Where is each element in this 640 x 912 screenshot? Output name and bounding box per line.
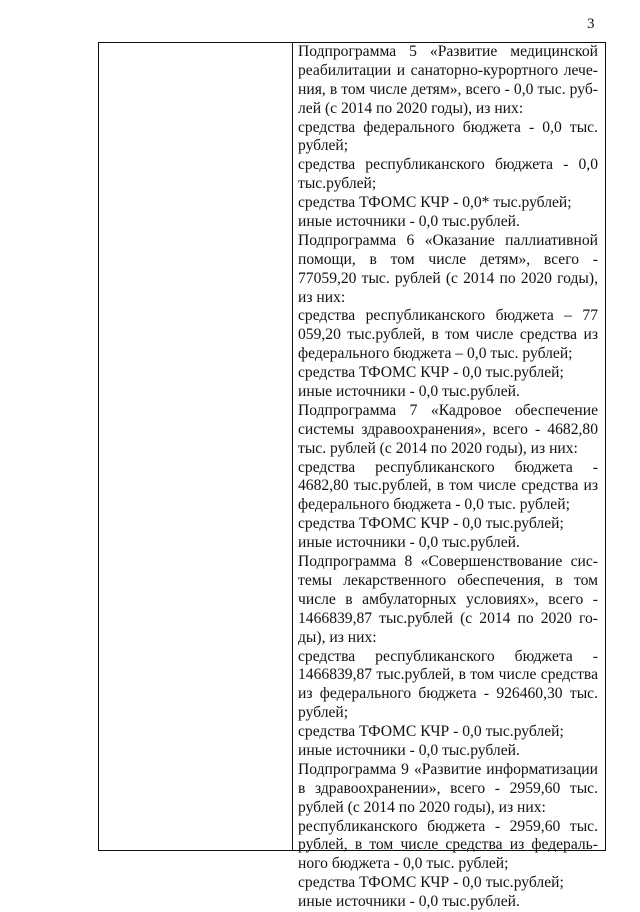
text-line: иные источники - 0,0 тыс.рублей. <box>298 383 520 401</box>
text-line: Подпрограмма 6 «Оказание паллиативной <box>298 231 598 249</box>
program-table <box>98 42 606 911</box>
text-line: рублей; <box>298 704 349 722</box>
text-line: 4682,80 тыс.рублей, в том числе средства из <box>298 477 598 495</box>
text-line: средства республиканского бюджета - <box>298 458 598 476</box>
text-line: средства ТФОМС КЧР - 0,0 тыс.рублей; <box>298 723 564 741</box>
text-line: 1466839,87 тыс.рублей, в том числе средства <box>298 666 598 684</box>
text-line: тыс. рублей (с 2014 по 2020 годы), из них: <box>298 439 578 457</box>
text-line: средства республиканского бюджета – 77 <box>298 307 598 325</box>
text-line: рублей; <box>298 137 349 155</box>
text-line: Подпрограмма 7 «Кадровое обеспечение <box>298 401 598 419</box>
text-line: иные источники - 0,0 тыс.рублей. <box>298 534 520 552</box>
text-line: ния, в том числе детям», всего - 0,0 тыс. руб- <box>298 80 598 98</box>
text-line: ды), из них: <box>298 628 377 646</box>
text-line: помощи, в том числе детям», всего - <box>298 250 598 268</box>
text-line: средства ТФОМС КЧР - 0,0 тыс.рублей; <box>298 515 564 533</box>
text-line: средства федерального бюджета - 0,0 тыс. <box>298 118 598 136</box>
text-line: Подпрограмма 8 «Совершенствование сис- <box>298 553 598 571</box>
text-line: Подпрограмма 9 «Развитие информатизации <box>298 760 598 778</box>
text-line: республиканского бюджета - 2959,60 тыс. <box>298 817 598 835</box>
column-divider <box>292 43 293 850</box>
text-line: рублей (с 2014 по 2020 годы), из них: <box>298 798 546 816</box>
text-line: средства ТФОМС КЧР - 0,0 тыс.рублей; <box>298 874 564 892</box>
text-line: средства республиканского бюджета - 0,0 <box>298 156 598 174</box>
text-line: рублей, в том числе средства из федераль- <box>298 836 598 854</box>
text-line: ного бюджета - 0,0 тыс. рублей; <box>298 855 509 873</box>
text-line: федерального бюджета - 0,0 тыс. рублей; <box>298 496 570 514</box>
text-line: числе в амбулаторных условиях», всего - <box>298 590 598 608</box>
text-line: средства ТФОМС КЧР - 0,0* тыс.рублей; <box>298 194 572 212</box>
table-cell-right <box>298 43 598 912</box>
text-line: из федерального бюджета - 926460,30 тыс. <box>298 685 598 703</box>
text-line: системы здравоохранения», всего - 4682,80 <box>298 420 598 438</box>
text-line: реабилитации и санаторно-курортного лече- <box>298 61 598 79</box>
text-line: иные источники - 0,0 тыс.рублей. <box>298 893 520 911</box>
text-line: Подпрограмма 5 «Развитие медицинской <box>298 43 598 60</box>
text-line: федерального бюджета – 0,0 тыс. рублей; <box>298 345 573 363</box>
text-line: 1466839,87 тыс.рублей (с 2014 по 2020 го- <box>298 609 598 627</box>
text-line: тыс.рублей; <box>298 175 377 193</box>
text-line: средства республиканского бюджета - <box>298 647 598 665</box>
text-line: из них: <box>298 288 346 306</box>
text-line: в здравоохранении», всего - 2959,60 тыс. <box>298 779 598 797</box>
text-line: средства ТФОМС КЧР - 0,0 тыс.рублей; <box>298 364 564 382</box>
text-line: лей (с 2014 по 2020 годы), из них: <box>298 99 524 117</box>
page-number: 3 <box>587 16 595 32</box>
text-line: 77059,20 тыс. рублей (с 2014 по 2020 годы), <box>298 269 598 287</box>
text-line: темы лекарственного обеспечения, в том <box>298 571 598 589</box>
text-line: иные источники - 0,0 тыс.рублей. <box>298 213 520 231</box>
text-line: иные источники - 0,0 тыс.рублей. <box>298 741 520 759</box>
text-line: 059,20 тыс.рублей, в том числе средства из <box>298 326 598 344</box>
